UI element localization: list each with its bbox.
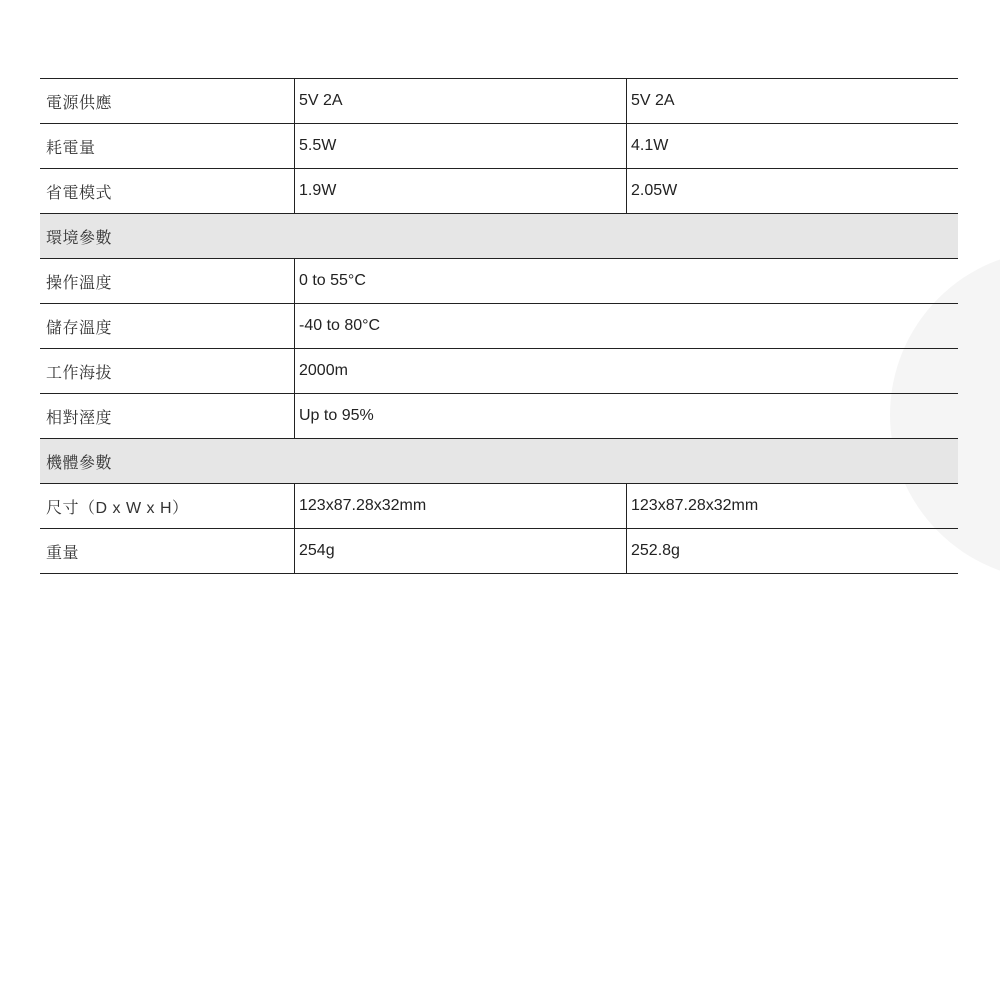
table-row bbox=[40, 529, 958, 574]
section-label: 機體參數 bbox=[46, 454, 113, 472]
row-label: 操作溫度 bbox=[46, 274, 113, 292]
table-row bbox=[40, 484, 958, 529]
section-header-row bbox=[40, 439, 958, 484]
spec-table bbox=[40, 78, 958, 574]
row-value: 5.5W bbox=[294, 124, 626, 168]
table-row bbox=[40, 79, 958, 124]
row-label: 重量 bbox=[46, 544, 80, 562]
table-row bbox=[40, 394, 958, 439]
row-value: 2000m bbox=[294, 349, 958, 393]
row-value: Up to 95% bbox=[294, 394, 958, 438]
row-value: 4.1W bbox=[626, 124, 958, 168]
row-label: 電源供應 bbox=[46, 94, 113, 112]
row-label: 尺寸（D x W x H） bbox=[46, 499, 189, 517]
row-value: 254g bbox=[294, 529, 626, 573]
row-value: 5V 2A bbox=[294, 79, 626, 123]
row-value: 252.8g bbox=[626, 529, 958, 573]
table-row bbox=[40, 124, 958, 169]
row-value: 5V 2A bbox=[626, 79, 958, 123]
row-value: 2.05W bbox=[626, 169, 958, 213]
row-value: 123x87.28x32mm bbox=[626, 484, 958, 528]
row-value: 1.9W bbox=[294, 169, 626, 213]
row-label: 相對溼度 bbox=[46, 409, 113, 427]
row-value: -40 to 80°C bbox=[294, 304, 958, 348]
table-row bbox=[40, 259, 958, 304]
row-value: 123x87.28x32mm bbox=[294, 484, 626, 528]
row-label: 省電模式 bbox=[46, 184, 113, 202]
row-label: 耗電量 bbox=[46, 139, 96, 157]
section-header-row bbox=[40, 214, 958, 259]
row-label: 工作海拔 bbox=[46, 364, 113, 382]
table-row bbox=[40, 304, 958, 349]
section-label: 環境參數 bbox=[46, 229, 113, 247]
row-value: 0 to 55°C bbox=[294, 259, 958, 303]
table-row bbox=[40, 349, 958, 394]
row-label: 儲存溫度 bbox=[46, 319, 113, 337]
table-row bbox=[40, 169, 958, 214]
